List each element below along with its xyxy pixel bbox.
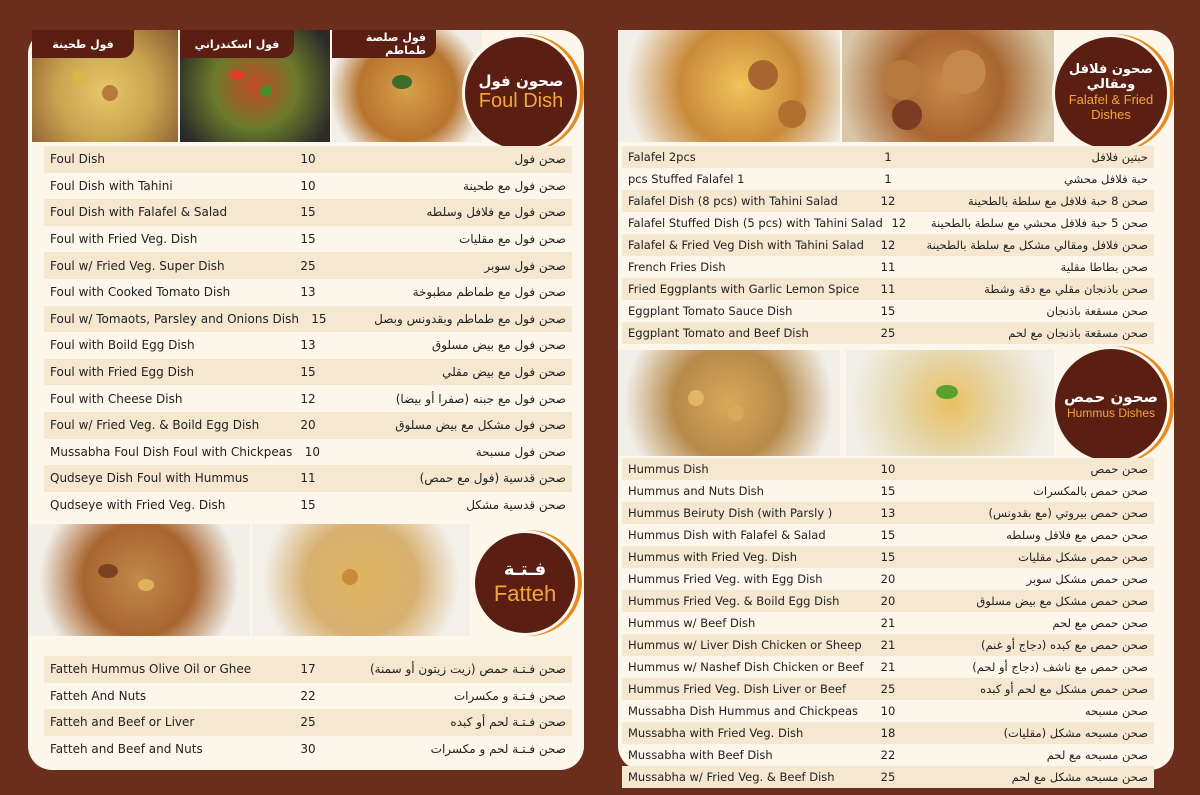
menu-row xyxy=(44,199,572,226)
menu-row-price: 15 xyxy=(300,232,316,247)
menu-row-price: 21 xyxy=(880,616,896,630)
menu-row xyxy=(44,173,572,200)
menu-row-name-en: Mussabha w/ Fried Veg. & Beef Dish xyxy=(628,770,835,784)
menu-row-price: 11 xyxy=(880,260,896,274)
menu-row-price: 12 xyxy=(300,391,316,406)
menu-row-name-ar: صحن حمص مشكل مقليات xyxy=(1018,550,1148,564)
menu-row-name-en: Fried Eggplants with Garlic Lemon Spice xyxy=(628,282,860,296)
menu-row-price: 15 xyxy=(311,311,327,326)
menu-row xyxy=(622,678,1154,700)
menu-row xyxy=(44,412,572,439)
menu-row xyxy=(44,306,572,333)
menu-row xyxy=(44,146,572,173)
menu-row-name-ar: صحن 5 حبة فلافل محشي مع سلطة بالطحينة xyxy=(930,216,1148,230)
menu-row xyxy=(44,279,572,306)
menu-row-name-ar: صحن فـتـة لحم و مكسرات xyxy=(430,742,566,757)
menu-row-name-ar: حبة فلافل محشي xyxy=(1063,172,1148,186)
menu-row-name-ar: صحن فول مع طماطم مطبوخة xyxy=(412,285,566,300)
menu-row-name-en: Foul with Fried Veg. Dish xyxy=(50,232,198,247)
menu-row-price: 25 xyxy=(880,682,896,696)
menu-row-name-en: Foul with Boild Egg Dish xyxy=(50,338,195,353)
menu-row xyxy=(622,278,1154,300)
right-menu-page xyxy=(618,30,1174,784)
menu-row-name-ar: صحن فول مع جبنه (صفرا أو بيضا) xyxy=(395,391,566,406)
menu-row xyxy=(622,300,1154,322)
menu-row xyxy=(622,656,1154,678)
menu-row xyxy=(622,546,1154,568)
menu-row xyxy=(622,212,1154,234)
menu-row-name-en: Foul with Cheese Dish xyxy=(50,391,183,406)
menu-row-name-ar: صحن حمص بيروتي (مع بقدونس) xyxy=(988,506,1148,520)
menu-row-name-ar: صحن حمص مشكل مع بيض مسلوق xyxy=(976,594,1148,608)
falafel-title-en-2: Dishes xyxy=(1091,106,1131,122)
menu-row-price: 15 xyxy=(300,498,316,513)
menu-row-name-en: Foul w/ Fried Veg. Super Dish xyxy=(50,258,225,273)
menu-row-price: 21 xyxy=(880,638,896,652)
menu-row-name-ar: صحن بطاطا مقلية xyxy=(1060,260,1148,274)
menu-row xyxy=(622,502,1154,524)
menu-row-name-en: Hummus Fried Veg. & Boild Egg Dish xyxy=(628,594,840,608)
menu-row-name-en: Foul Dish xyxy=(50,152,106,167)
menu-row-price: 15 xyxy=(880,550,896,564)
menu-row-name-en: Foul w/ Tomaots, Parsley and Onions Dish xyxy=(50,311,299,326)
menu-row-name-en: Fatteh and Beef and Nuts xyxy=(50,742,203,757)
menu-row-name-ar: صحن مسبحه مع لحم xyxy=(1046,748,1148,762)
falafel-menu-list xyxy=(622,146,1154,344)
menu-row-name-ar: صحن فول مسبحة xyxy=(475,444,566,459)
fatteh-meat-photo xyxy=(28,524,250,636)
menu-row xyxy=(44,492,572,519)
menu-row-name-en: Hummus Fried Veg. with Egg Dish xyxy=(628,572,823,586)
menu-row-price: 25 xyxy=(880,326,896,340)
menu-row-name-en: Qudseye Dish Foul with Hummus xyxy=(50,471,249,486)
menu-row-name-en: Hummus Dish xyxy=(628,462,709,476)
menu-row-price: 12 xyxy=(880,238,896,252)
menu-row-name-ar: صحن فول xyxy=(514,152,566,167)
menu-row-name-ar: صحن فـتـة حمص (زيت زيتون أو سمنة) xyxy=(369,662,566,677)
menu-row xyxy=(44,385,572,412)
menu-row xyxy=(44,252,572,279)
menu-row-price: 1 xyxy=(884,172,892,186)
menu-row-price: 18 xyxy=(880,726,896,740)
menu-row-name-ar: صحن مسبحه مشكل مع لحم xyxy=(1011,770,1148,784)
foul-title-ar: صحون فول xyxy=(478,71,564,90)
menu-row-name-ar: صحن فول مع طماطم وبقدونس وبصل xyxy=(374,311,566,326)
menu-row xyxy=(622,568,1154,590)
menu-row-name-en: Mussabha with Fried Veg. Dish xyxy=(628,726,804,740)
menu-row xyxy=(44,332,572,359)
menu-row xyxy=(622,234,1154,256)
hummus-section-badge xyxy=(1052,346,1170,464)
menu-row-name-en: Fatteh Hummus Olive Oil or Ghee xyxy=(50,662,252,677)
menu-row-price: 12 xyxy=(880,194,896,208)
menu-row-name-ar: صحن فـتـة لحم أو كبده xyxy=(450,715,566,730)
menu-row-price: 10 xyxy=(304,444,320,459)
menu-row-price: 22 xyxy=(300,688,316,703)
foul-tomato-tag: فول صلصة طماطم xyxy=(332,30,436,58)
menu-row xyxy=(622,744,1154,766)
hummus-photo xyxy=(846,350,1054,456)
menu-row xyxy=(622,190,1154,212)
menu-row-name-en: Hummus Beiruty Dish (with Parsly ) xyxy=(628,506,833,520)
menu-row-price: 1 xyxy=(884,150,892,164)
menu-row-name-ar: صحن باذنجان مقلي مع دقة وشطة xyxy=(984,282,1148,296)
menu-row-name-en: Fatteh And Nuts xyxy=(50,688,147,703)
menu-row-name-en: Foul Dish with Falafel & Salad xyxy=(50,205,228,220)
menu-row-price: 25 xyxy=(300,715,316,730)
menu-row xyxy=(44,709,572,736)
menu-row-name-ar: صحن فول مع بيض مسلوق xyxy=(431,338,566,353)
menu-row-price: 15 xyxy=(880,304,896,318)
menu-row-name-en: pcs Stuffed Falafel 1 xyxy=(628,172,745,186)
menu-row xyxy=(622,168,1154,190)
foul-iskandarani-tag: فول اسكندراني xyxy=(180,30,294,58)
menu-row-price: 15 xyxy=(880,528,896,542)
foul-title-en: Foul Dish xyxy=(478,90,564,113)
menu-row-name-ar: صحن فلافل ومقالي مشكل مع سلطة بالطحينة xyxy=(926,238,1148,252)
menu-row-price: 15 xyxy=(300,205,316,220)
menu-row-name-ar: صحن 8 حبة فلافل مع سلطة بالطحينة xyxy=(967,194,1148,208)
menu-row-price: 13 xyxy=(880,506,896,520)
menu-row xyxy=(622,322,1154,344)
menu-row xyxy=(622,700,1154,722)
menu-row-price: 11 xyxy=(880,282,896,296)
menu-row-price: 20 xyxy=(300,418,316,433)
menu-row-name-en: Mussabha Foul Dish Foul with Chickpeas xyxy=(50,444,293,459)
menu-row-name-en: Falafel Stuffed Dish (5 pcs) with Tahini Salad xyxy=(628,216,883,230)
menu-row-name-en: Hummus Dish with Falafel & Salad xyxy=(628,528,826,542)
menu-row-name-en: Mussabha Dish Hummus and Chickpeas xyxy=(628,704,858,718)
menu-row-price: 21 xyxy=(880,660,896,674)
fatteh-section-badge xyxy=(472,530,578,636)
menu-row-name-ar: صحن مسقعة باذنجان مع لحم xyxy=(1008,326,1148,340)
falafel-title-ar: صحون فلافل ومقالي xyxy=(1068,62,1154,93)
menu-row-name-ar: صحن حمص مشكل سوبر xyxy=(1026,572,1148,586)
menu-row-price: 15 xyxy=(300,365,316,380)
menu-row-price: 22 xyxy=(880,748,896,762)
fatteh-hummus-photo xyxy=(252,524,470,636)
menu-row-price: 13 xyxy=(300,338,316,353)
menu-row-price: 17 xyxy=(300,662,316,677)
menu-row-name-en: Eggplant Tomato and Beef Dish xyxy=(628,326,809,340)
menu-row-price: 11 xyxy=(300,471,316,486)
menu-row xyxy=(44,465,572,492)
menu-row-name-en: French Fries Dish xyxy=(628,260,726,274)
menu-row-name-ar: صحن فول مشكل مع بيض مسلوق xyxy=(395,418,566,433)
menu-row-name-en: Hummus w/ Beef Dish xyxy=(628,616,756,630)
menu-row-price: 10 xyxy=(880,704,896,718)
menu-row-price: 25 xyxy=(880,770,896,784)
menu-row-name-ar: صحن مسبحه xyxy=(1084,704,1148,718)
menu-row xyxy=(622,480,1154,502)
menu-row-name-en: Qudseye with Fried Veg. Dish xyxy=(50,498,226,513)
left-menu-page xyxy=(28,30,584,770)
menu-row-name-ar: صحن قدسية مشكل xyxy=(466,498,566,513)
menu-row-name-en: Fatteh and Beef or Liver xyxy=(50,715,195,730)
menu-row xyxy=(44,359,572,386)
menu-row-name-ar: صحن فول مع مقليات xyxy=(458,232,566,247)
menu-row xyxy=(44,683,572,710)
menu-row-name-en: Hummus w/ Nashef Dish Chicken or Beef xyxy=(628,660,864,674)
menu-row-name-ar: صحن فـتـة و مكسرات xyxy=(453,688,566,703)
menu-row xyxy=(44,736,572,763)
menu-row-name-en: Foul w/ Fried Veg. & Boild Egg Dish xyxy=(50,418,260,433)
fatteh-title-en: Fatteh xyxy=(493,580,557,606)
menu-row-name-ar: حبتين فلافل xyxy=(1091,150,1148,164)
menu-row-name-ar: صحن فول سوبر xyxy=(484,258,566,273)
foul-menu-list xyxy=(44,146,572,518)
menu-row-name-en: Foul with Cooked Tomato Dish xyxy=(50,285,231,300)
menu-row xyxy=(622,146,1154,168)
menu-row xyxy=(622,590,1154,612)
menu-row-name-en: Falafel Dish (8 pcs) with Tahini Salad xyxy=(628,194,838,208)
menu-row xyxy=(622,766,1154,788)
menu-row-name-ar: صحن حمص مع فلافل وسلطه xyxy=(1006,528,1148,542)
hummus-title-ar: صحون حمص xyxy=(1063,388,1159,407)
menu-row xyxy=(44,656,572,683)
menu-row-name-en: Hummus with Fried Veg. Dish xyxy=(628,550,798,564)
falafel-fries-photo xyxy=(618,30,840,142)
menu-row-price: 12 xyxy=(891,216,907,230)
hummus-title-en: Hummus Dishes xyxy=(1066,405,1156,420)
fatteh-menu-list xyxy=(44,656,572,762)
menu-row-price: 30 xyxy=(300,742,316,757)
menu-row-name-ar: صحن حمص xyxy=(1090,462,1148,476)
falafel-section-badge xyxy=(1052,34,1170,152)
mussabha-photo xyxy=(618,350,840,456)
menu-row-name-ar: صحن حمص مع لحم xyxy=(1052,616,1148,630)
foul-section-badge xyxy=(462,34,580,152)
menu-row-name-ar: صحن مسبحه مشكل (مقليات) xyxy=(1003,726,1148,740)
menu-row-name-ar: صحن مسقعة باذنجان xyxy=(1046,304,1148,318)
menu-row-name-en: Mussabha with Beef Dish xyxy=(628,748,773,762)
foul-tahini-tag: فول طحينة xyxy=(32,30,134,58)
menu-row-name-en: Hummus and Nuts Dish xyxy=(628,484,764,498)
hummus-menu-list xyxy=(622,458,1154,788)
menu-row xyxy=(44,226,572,253)
menu-row-name-ar: صحن قدسية (فول مع حمص) xyxy=(419,471,566,486)
menu-row-name-ar: صحن حمص مشكل مع لحم أو كبده xyxy=(980,682,1148,696)
menu-row-name-en: Foul Dish with Tahini xyxy=(50,178,173,193)
fatteh-title-ar: فـتـة xyxy=(503,559,547,580)
menu-row-price: 13 xyxy=(300,285,316,300)
menu-row-price: 15 xyxy=(880,484,896,498)
menu-row-name-ar: صحن فول مع طحينة xyxy=(463,178,566,193)
menu-row-name-en: Eggplant Tomato Sauce Dish xyxy=(628,304,793,318)
menu-row-price: 10 xyxy=(300,152,316,167)
menu-row-price: 10 xyxy=(880,462,896,476)
menu-row xyxy=(622,524,1154,546)
menu-row-name-en: Hummus w/ Liver Dish Chicken or Sheep xyxy=(628,638,862,652)
menu-row xyxy=(622,458,1154,480)
menu-row-name-en: Falafel & Fried Veg Dish with Tahini Salad xyxy=(628,238,864,252)
menu-row xyxy=(622,722,1154,744)
menu-row xyxy=(622,634,1154,656)
menu-row-name-ar: صحن فول مع بيض مقلي xyxy=(442,365,566,380)
menu-row-price: 25 xyxy=(300,258,316,273)
menu-row-name-ar: صحن حمص بالمكسرات xyxy=(1033,484,1148,498)
menu-row-price: 20 xyxy=(880,594,896,608)
menu-row-name-ar: صحن فول مع فلافل وسلطه xyxy=(426,205,566,220)
menu-row xyxy=(44,439,572,466)
menu-row-price: 20 xyxy=(880,572,896,586)
falafel-balls-photo xyxy=(842,30,1054,142)
menu-row-name-en: Hummus Fried Veg. Dish Liver or Beef xyxy=(628,682,847,696)
menu-row-name-ar: صحن حمص مع كبده (دجاج أو غنم) xyxy=(980,638,1148,652)
menu-row xyxy=(622,256,1154,278)
menu-row-name-en: Falafel 2pcs xyxy=(628,150,696,164)
menu-row-name-en: Foul with Fried Egg Dish xyxy=(50,365,195,380)
menu-row-price: 10 xyxy=(300,178,316,193)
menu-row-name-ar: صحن حمص مع ناشف (دجاج أو لحم) xyxy=(972,660,1148,674)
menu-row xyxy=(622,612,1154,634)
falafel-title-en-1: Falafel & Fried xyxy=(1068,92,1154,107)
